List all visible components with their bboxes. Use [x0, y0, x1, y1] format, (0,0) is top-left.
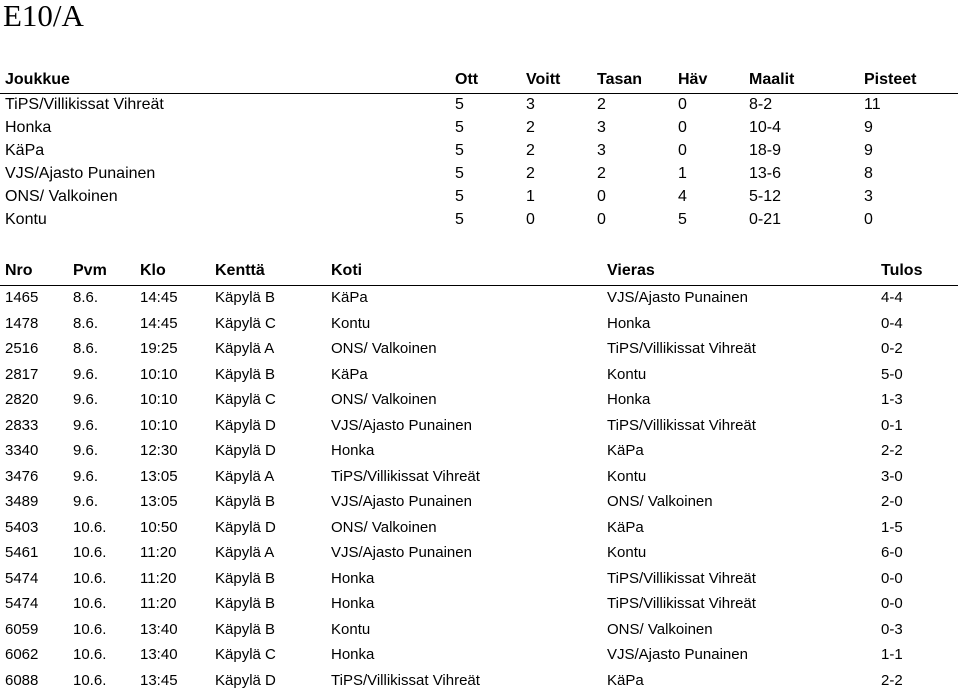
- cell-team: KäPa: [5, 139, 44, 162]
- cell-goals: 18-9: [749, 139, 781, 162]
- table-row: [0, 413, 958, 439]
- cell-date: 8.6.: [73, 285, 98, 311]
- cell-home: VJS/Ajasto Punainen: [331, 489, 472, 515]
- table-row: [0, 668, 958, 693]
- cell-field: Käpylä B: [215, 489, 275, 515]
- cell-wins: 0: [526, 208, 535, 231]
- cell-away: VJS/Ajasto Punainen: [607, 642, 748, 668]
- cell-number: 3476: [5, 464, 38, 490]
- cell-date: 8.6.: [73, 311, 98, 337]
- table-row: [0, 116, 958, 139]
- table-row: [0, 208, 958, 231]
- cell-home: Honka: [331, 438, 374, 464]
- cell-away: ONS/ Valkoinen: [607, 489, 713, 515]
- cell-goals: 5-12: [749, 185, 781, 208]
- cell-date: 10.6.: [73, 540, 106, 566]
- cell-date: 10.6.: [73, 617, 106, 643]
- cell-team: TiPS/Villikissat Vihreät: [5, 93, 164, 116]
- cell-result: 2-0: [881, 489, 903, 515]
- cell-field: Käpylä C: [215, 311, 276, 337]
- cell-field: Käpylä D: [215, 668, 276, 693]
- table-row: [0, 185, 958, 208]
- table-row: [0, 540, 958, 566]
- table-row: [0, 285, 958, 311]
- cell-played: 5: [455, 139, 464, 162]
- cell-result: 0-2: [881, 336, 903, 362]
- cell-date: 8.6.: [73, 336, 98, 362]
- cell-away: TiPS/Villikissat Vihreät: [607, 591, 756, 617]
- cell-away: TiPS/Villikissat Vihreät: [607, 413, 756, 439]
- cell-team: Kontu: [5, 208, 47, 231]
- cell-goals: 8-2: [749, 93, 772, 116]
- cell-number: 6062: [5, 642, 38, 668]
- cell-away: Kontu: [607, 464, 646, 490]
- cell-field: Käpylä C: [215, 642, 276, 668]
- cell-date: 9.6.: [73, 489, 98, 515]
- cell-wins: 1: [526, 185, 535, 208]
- cell-time: 10:10: [140, 362, 178, 388]
- column-header-away: Vieras: [607, 258, 655, 284]
- cell-time: 13:05: [140, 489, 178, 515]
- cell-result: 0-3: [881, 617, 903, 643]
- cell-home: Honka: [331, 642, 374, 668]
- cell-points: 8: [864, 162, 873, 185]
- cell-date: 10.6.: [73, 591, 106, 617]
- cell-losses: 4: [678, 185, 687, 208]
- cell-points: 0: [864, 208, 873, 231]
- cell-date: 9.6.: [73, 438, 98, 464]
- cell-result: 3-0: [881, 464, 903, 490]
- cell-result: 4-4: [881, 285, 903, 311]
- cell-number: 1478: [5, 311, 38, 337]
- cell-draws: 2: [597, 93, 606, 116]
- cell-played: 5: [455, 116, 464, 139]
- cell-team: VJS/Ajasto Punainen: [5, 162, 155, 185]
- cell-number: 2833: [5, 413, 38, 439]
- cell-wins: 3: [526, 93, 535, 116]
- cell-field: Käpylä D: [215, 515, 276, 541]
- table-row: [0, 489, 958, 515]
- table-row: [0, 387, 958, 413]
- cell-time: 10:10: [140, 387, 178, 413]
- cell-number: 3489: [5, 489, 38, 515]
- cell-losses: 5: [678, 208, 687, 231]
- column-header-date: Pvm: [73, 258, 107, 284]
- cell-date: 9.6.: [73, 464, 98, 490]
- table-row: [0, 162, 958, 185]
- cell-number: 3340: [5, 438, 38, 464]
- cell-time: 13:05: [140, 464, 178, 490]
- column-header-wins: Voitt: [526, 68, 560, 91]
- cell-goals: 10-4: [749, 116, 781, 139]
- column-header-result: Tulos: [881, 258, 922, 284]
- cell-losses: 1: [678, 162, 687, 185]
- cell-points: 9: [864, 116, 873, 139]
- cell-away: KäPa: [607, 438, 644, 464]
- cell-result: 0-0: [881, 566, 903, 592]
- cell-draws: 2: [597, 162, 606, 185]
- column-header-number: Nro: [5, 258, 33, 284]
- column-header-team: Joukkue: [5, 68, 70, 91]
- cell-field: Käpylä B: [215, 285, 275, 311]
- table-row: [0, 362, 958, 388]
- cell-goals: 13-6: [749, 162, 781, 185]
- cell-home: VJS/Ajasto Punainen: [331, 540, 472, 566]
- cell-away: TiPS/Villikissat Vihreät: [607, 566, 756, 592]
- cell-away: Kontu: [607, 362, 646, 388]
- cell-number: 6059: [5, 617, 38, 643]
- table-row: [0, 566, 958, 592]
- cell-date: 10.6.: [73, 668, 106, 693]
- cell-time: 14:45: [140, 311, 178, 337]
- cell-points: 9: [864, 139, 873, 162]
- cell-date: 9.6.: [73, 387, 98, 413]
- table-row: [0, 515, 958, 541]
- table-row: [0, 93, 958, 116]
- cell-points: 3: [864, 185, 873, 208]
- cell-home: KäPa: [331, 362, 368, 388]
- cell-result: 2-2: [881, 438, 903, 464]
- column-header-time: Klo: [140, 258, 166, 284]
- cell-draws: 0: [597, 185, 606, 208]
- cell-number: 2516: [5, 336, 38, 362]
- cell-result: 6-0: [881, 540, 903, 566]
- cell-result: 1-5: [881, 515, 903, 541]
- cell-date: 9.6.: [73, 413, 98, 439]
- cell-result: 5-0: [881, 362, 903, 388]
- cell-time: 12:30: [140, 438, 178, 464]
- column-header-field: Kenttä: [215, 258, 265, 284]
- cell-played: 5: [455, 208, 464, 231]
- cell-away: TiPS/Villikissat Vihreät: [607, 336, 756, 362]
- table-row: [0, 139, 958, 162]
- games-header-row: [0, 258, 958, 286]
- table-row: [0, 336, 958, 362]
- cell-field: Käpylä D: [215, 413, 276, 439]
- cell-home: VJS/Ajasto Punainen: [331, 413, 472, 439]
- cell-result: 0-4: [881, 311, 903, 337]
- cell-home: ONS/ Valkoinen: [331, 515, 437, 541]
- standings-header-row: [0, 68, 958, 94]
- cell-wins: 2: [526, 162, 535, 185]
- cell-field: Käpylä B: [215, 362, 275, 388]
- cell-result: 0-0: [881, 591, 903, 617]
- cell-home: ONS/ Valkoinen: [331, 336, 437, 362]
- column-header-goals: Maalit: [749, 68, 794, 91]
- cell-number: 2820: [5, 387, 38, 413]
- cell-number: 5461: [5, 540, 38, 566]
- cell-time: 11:20: [140, 566, 176, 592]
- cell-draws: 3: [597, 116, 606, 139]
- cell-wins: 2: [526, 116, 535, 139]
- cell-away: VJS/Ajasto Punainen: [607, 285, 748, 311]
- cell-home: Kontu: [331, 617, 370, 643]
- cell-field: Käpylä C: [215, 387, 276, 413]
- cell-home: Honka: [331, 591, 374, 617]
- cell-goals: 0-21: [749, 208, 781, 231]
- cell-time: 10:50: [140, 515, 178, 541]
- cell-time: 11:20: [140, 591, 176, 617]
- cell-time: 11:20: [140, 540, 176, 566]
- cell-wins: 2: [526, 139, 535, 162]
- table-row: [0, 591, 958, 617]
- cell-time: 14:45: [140, 285, 178, 311]
- cell-number: 5474: [5, 591, 38, 617]
- cell-losses: 0: [678, 116, 687, 139]
- cell-result: 1-1: [881, 642, 903, 668]
- cell-draws: 3: [597, 139, 606, 162]
- cell-field: Käpylä B: [215, 566, 275, 592]
- cell-field: Käpylä A: [215, 336, 274, 362]
- cell-time: 13:40: [140, 617, 178, 643]
- cell-home: Honka: [331, 566, 374, 592]
- cell-home: TiPS/Villikissat Vihreät: [331, 464, 480, 490]
- cell-played: 5: [455, 162, 464, 185]
- cell-team: Honka: [5, 116, 51, 139]
- cell-result: 0-1: [881, 413, 903, 439]
- cell-date: 10.6.: [73, 566, 106, 592]
- table-row: [0, 438, 958, 464]
- table-row: [0, 311, 958, 337]
- cell-losses: 0: [678, 139, 687, 162]
- cell-time: 13:40: [140, 642, 178, 668]
- cell-away: ONS/ Valkoinen: [607, 617, 713, 643]
- cell-draws: 0: [597, 208, 606, 231]
- cell-number: 2817: [5, 362, 38, 388]
- cell-number: 5474: [5, 566, 38, 592]
- cell-points: 11: [864, 93, 881, 116]
- cell-result: 1-3: [881, 387, 903, 413]
- page-title: E10/A: [3, 0, 84, 34]
- cell-away: Honka: [607, 387, 650, 413]
- cell-date: 10.6.: [73, 642, 106, 668]
- column-header-draws: Tasan: [597, 68, 642, 91]
- cell-date: 9.6.: [73, 362, 98, 388]
- cell-home: TiPS/Villikissat Vihreät: [331, 668, 480, 693]
- cell-played: 5: [455, 93, 464, 116]
- table-row: [0, 642, 958, 668]
- column-header-points: Pisteet: [864, 68, 916, 91]
- cell-home: ONS/ Valkoinen: [331, 387, 437, 413]
- cell-team: ONS/ Valkoinen: [5, 185, 118, 208]
- cell-away: Honka: [607, 311, 650, 337]
- cell-home: KäPa: [331, 285, 368, 311]
- cell-time: 10:10: [140, 413, 178, 439]
- table-row: [0, 464, 958, 490]
- cell-away: Kontu: [607, 540, 646, 566]
- column-header-home: Koti: [331, 258, 362, 284]
- cell-time: 13:45: [140, 668, 178, 693]
- cell-away: KäPa: [607, 515, 644, 541]
- cell-away: KäPa: [607, 668, 644, 693]
- cell-losses: 0: [678, 93, 687, 116]
- cell-played: 5: [455, 185, 464, 208]
- cell-time: 19:25: [140, 336, 178, 362]
- cell-home: Kontu: [331, 311, 370, 337]
- cell-date: 10.6.: [73, 515, 106, 541]
- cell-number: 1465: [5, 285, 38, 311]
- cell-result: 2-2: [881, 668, 903, 693]
- cell-field: Käpylä D: [215, 438, 276, 464]
- column-header-losses: Häv: [678, 68, 707, 91]
- cell-number: 6088: [5, 668, 38, 693]
- cell-field: Käpylä B: [215, 591, 275, 617]
- cell-field: Käpylä A: [215, 540, 274, 566]
- cell-field: Käpylä A: [215, 464, 274, 490]
- column-header-played: Ott: [455, 68, 478, 91]
- cell-number: 5403: [5, 515, 38, 541]
- cell-field: Käpylä B: [215, 617, 275, 643]
- table-row: [0, 617, 958, 643]
